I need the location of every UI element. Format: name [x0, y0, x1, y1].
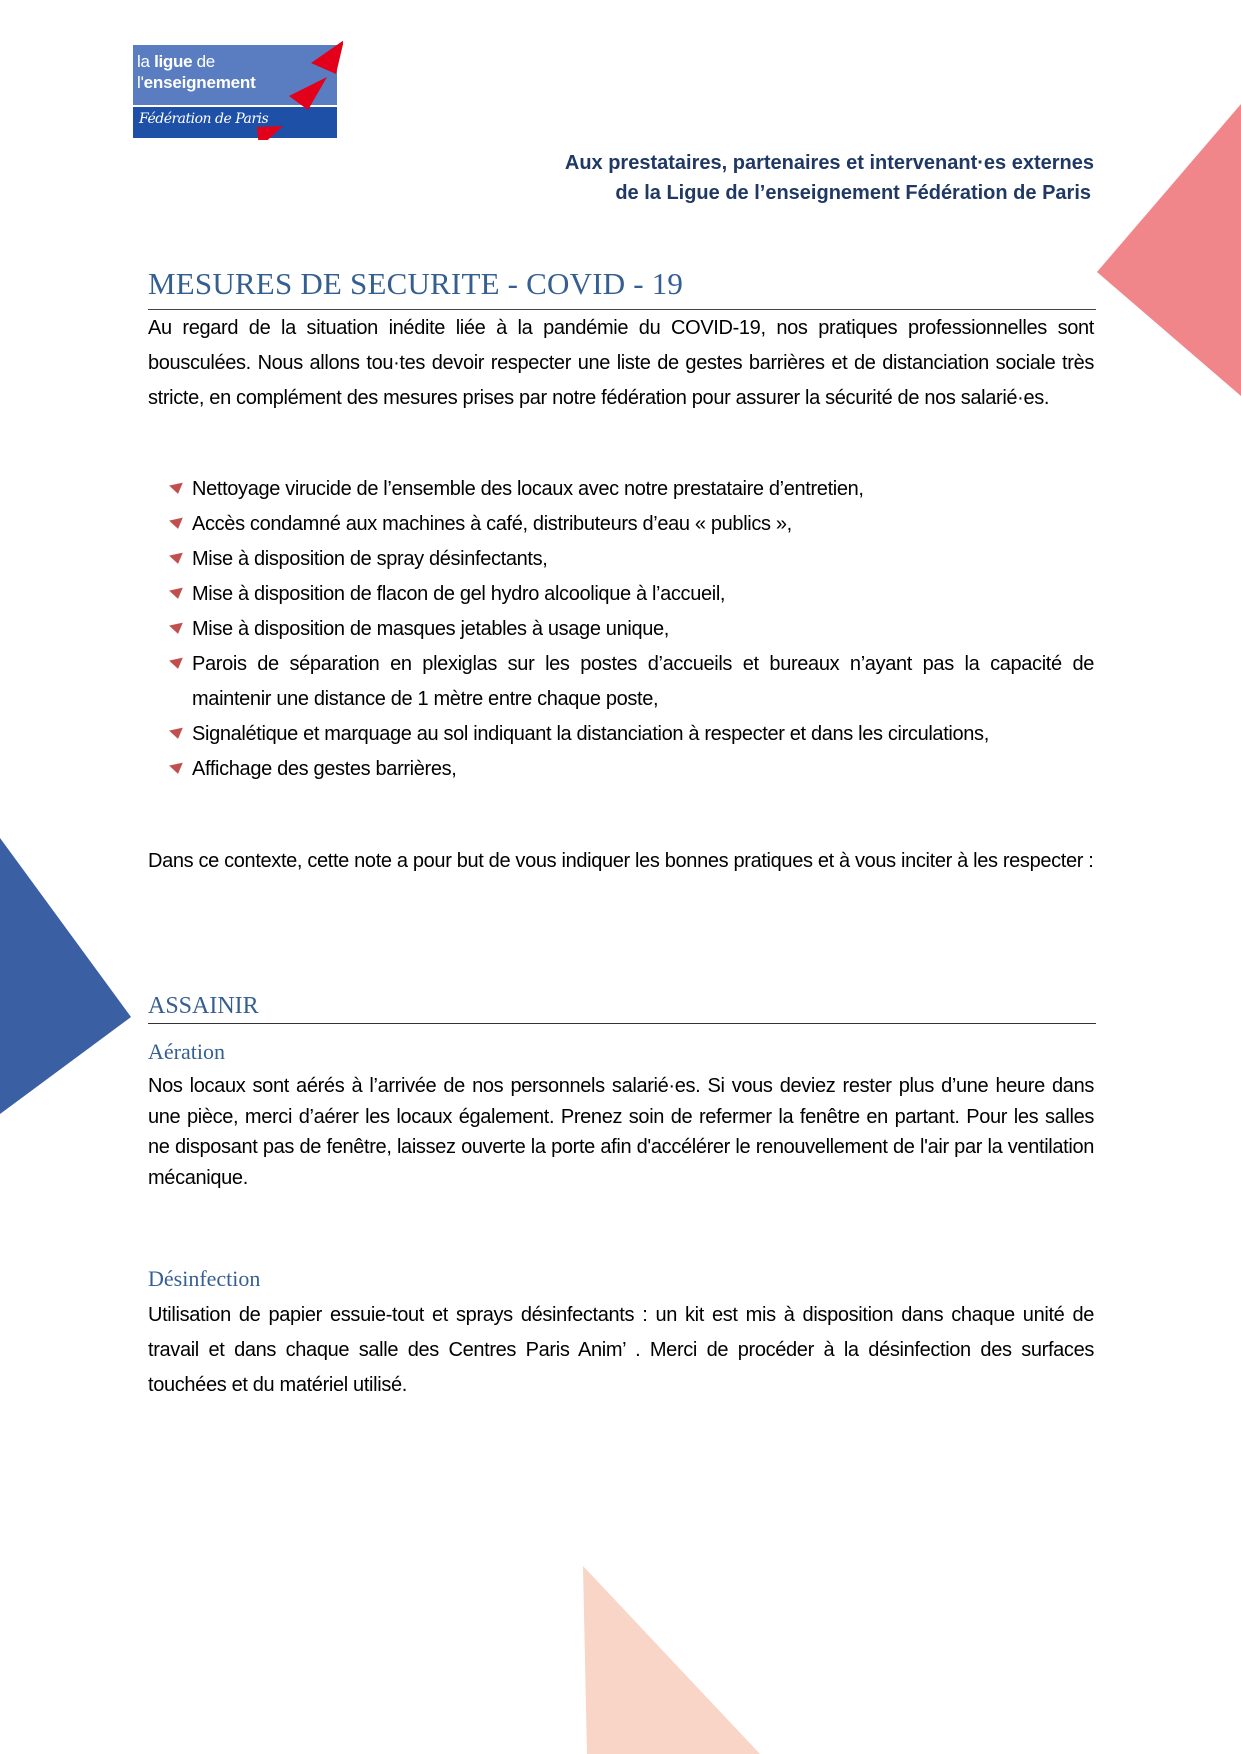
triangle-bullet-icon: [169, 483, 185, 496]
ligue-enseignement-logo: [133, 45, 337, 138]
triangle-bullet-icon: [169, 658, 185, 671]
logo-text-l: l': [137, 73, 144, 92]
peach-triangle-decoration: [583, 1566, 760, 1754]
triangle-bullet-icon: [169, 763, 185, 776]
list-item: [170, 752, 1094, 787]
triangle-bullet-icon: [169, 518, 185, 531]
logo-federation-paris: Fédération de Paris: [139, 111, 269, 127]
list-item-text: Signalétique et marquage au sol indiquant la distanciation à respecter et dans les circulations,: [192, 723, 989, 745]
measures-list: [170, 472, 1094, 787]
list-item-text: Mise à disposition de spray désinfectants,: [192, 548, 548, 570]
list-item: [170, 647, 1094, 717]
triangle-bullet-icon: [169, 553, 185, 566]
subsection-heading-aeration: Aération: [148, 1039, 225, 1064]
list-item: [170, 717, 1094, 752]
subsection-heading-desinfection: Désinfection: [148, 1266, 261, 1291]
triangle-bullet-icon: [169, 588, 185, 601]
aeration-paragraph: Nos locaux sont aérés à l’arrivée de nos personnels salarié·es. Si vous deviez rester plus d’une heure dans une pièce, merci d’aérer les locaux également. Prenez soin de refermer la fenêtre en partant. Pour les salles ne disposant pas de fenêtre, laissez ouverte la porte afin d'accélérer le renouvellement de l'air par la ventilation mécanique.: [148, 1075, 1094, 1189]
list-item: [170, 612, 1094, 647]
list-item-text: Mise à disposition de flacon de gel hydro alcoolique à l’accueil,: [192, 583, 726, 605]
logo-text-enseignement: enseignement: [143, 73, 256, 92]
list-item-text: Nettoyage virucide de l’ensemble des locaux avec notre prestataire d’entretien,: [192, 478, 864, 500]
list-item: [170, 542, 1094, 577]
pink-triangle-decoration: [1097, 104, 1241, 396]
section-heading-assainir: ASSAINIR: [148, 992, 1096, 1024]
list-item-text: Accès condamné aux machines à café, distributeurs d’eau « publics »,: [192, 513, 792, 535]
page-title: MESURES DE SECURITE - COVID - 19: [148, 264, 1096, 310]
logo-text-de: de: [192, 52, 215, 71]
triangle-bullet-icon: [169, 728, 185, 741]
logo-red-arrows-icon: [133, 40, 343, 140]
intro-paragraph: Au regard de la situation inédite liée à la pandémie du COVID-19, nos pratiques professionnelles sont bousculées. Nous allons tou·tes devoir respecter une liste de gestes barrières et de distanciation sociale très stricte, en complément des mesures prises par notre fédération pour assurer la sécurité de nos salarié·es.: [148, 317, 1094, 409]
desinfection-paragraph: Utilisation de papier essuie-tout et sprays désinfectants : un kit est mis à disposition dans chaque unité de travail et dans chaque salle des Centres Paris Anim’ . Merci de procéder à la désinfection des surfaces touchées et du matériel utilisé.: [148, 1304, 1094, 1396]
list-item: [170, 577, 1094, 612]
list-item: [170, 507, 1094, 542]
recipient-line-1: Aux prestataires, partenaires et intervenant·es externes: [564, 152, 1094, 174]
triangle-bullet-icon: [169, 623, 185, 636]
logo-text-la: la: [137, 52, 155, 71]
list-item-text: Affichage des gestes barrières,: [192, 758, 457, 780]
logo-text-ligue: ligue: [154, 52, 193, 71]
list-item-text: Parois de séparation en plexiglas sur les postes d’accueils et bureaux n’ayant pas la capacité de maintenir une distance de 1 mètre entre chaque poste,: [192, 653, 1094, 710]
context-paragraph: Dans ce contexte, cette note a pour but de vous indiquer les bonnes pratiques et à vous inciter à les respecter :: [148, 850, 1094, 872]
recipient-line-2: de la Ligue de l’enseignement Fédération de Paris: [615, 182, 1091, 204]
recipient-block: [474, 148, 1094, 208]
list-item: [170, 472, 1094, 507]
list-item-text: Mise à disposition de masques jetables à usage unique,: [192, 618, 669, 640]
blue-triangle-decoration: [0, 838, 131, 1114]
